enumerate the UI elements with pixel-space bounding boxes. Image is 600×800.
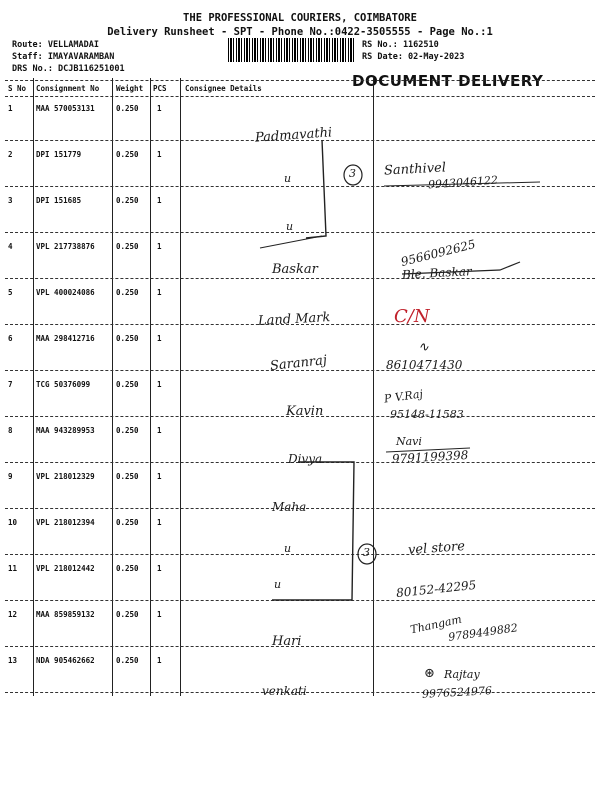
handwritten-phone: 9943046122 — [427, 173, 499, 192]
row-weight: 0.250 — [116, 656, 139, 665]
bracket-stroke — [272, 462, 354, 600]
row-pcs: 1 — [157, 564, 162, 573]
rs-number: RS No.: 1162510 — [362, 40, 439, 50]
row-sno: 2 — [8, 150, 13, 159]
handwritten-phone: 9566092625 — [399, 236, 477, 270]
col-weight: Weight — [116, 84, 144, 93]
row-pcs: 1 — [157, 380, 162, 389]
handwritten-name: Saranraj — [269, 353, 328, 374]
row-sno: 11 — [8, 564, 18, 573]
handwritten-phone: 8610471430 — [386, 358, 463, 372]
row-weight: 0.250 — [116, 288, 139, 297]
col-consignee: Consignee Details — [185, 84, 262, 93]
row-sno: 6 — [8, 334, 13, 343]
row-consignment: DPI 151779 — [36, 150, 82, 159]
circled-count: 3 — [363, 546, 370, 559]
signature-stroke — [402, 262, 520, 274]
row-consignment: MAA 570053131 — [36, 104, 95, 113]
row-consignment: TCG 50376099 — [36, 380, 91, 389]
row-pcs: 1 — [157, 610, 162, 619]
rs-date: RS Date: 02-May-2023 — [362, 52, 465, 62]
signature: P V.Raj — [383, 387, 424, 406]
handwritten-phone: 80152-42295 — [395, 577, 477, 601]
col-sno: S No — [8, 84, 27, 93]
row-weight: 0.250 — [116, 426, 139, 435]
row-consignment: VPL 218012442 — [36, 564, 95, 573]
circle-stroke — [344, 165, 362, 185]
handwritten-name: Padmavathi — [254, 125, 333, 146]
row-weight: 0.250 — [116, 104, 139, 113]
row-pcs: 1 — [157, 196, 162, 205]
handwritten-store: vel store — [407, 539, 466, 558]
staff-label: Staff: IMAYAVARAMBAN — [12, 52, 115, 62]
row-sno: 12 — [8, 610, 18, 619]
handwritten-name: venkati — [262, 684, 307, 698]
row-pcs: 1 — [157, 426, 162, 435]
handwritten-name: Baskar — [272, 262, 318, 277]
row-pcs: 1 — [157, 472, 162, 481]
row-weight: 0.250 — [116, 196, 139, 205]
signature: Rajtay — [444, 668, 480, 681]
handwritten-name: Kavin — [286, 404, 324, 419]
handwritten-phone: 95148-11583 — [390, 408, 464, 421]
handwritten-name: Maha — [272, 500, 307, 514]
row-pcs: 1 — [157, 288, 162, 297]
drs-number: DRS No.: DCJB116251001 — [12, 64, 125, 74]
handwritten-name: Divya — [288, 452, 323, 466]
underline-stroke — [386, 448, 470, 452]
bracket-stroke — [306, 140, 326, 238]
document-delivery-stamp: DOCUMENT DELIVERY — [352, 72, 544, 90]
handwritten-phone: 9791199398 — [391, 448, 469, 466]
ditto-mark: u — [286, 220, 294, 233]
circled-count: 3 — [349, 167, 356, 180]
row-sno: 10 — [8, 518, 18, 527]
circle-stroke — [358, 544, 376, 564]
row-sno: 4 — [8, 242, 13, 251]
signature-mark: ⊛ — [424, 666, 435, 681]
pen-stroke — [260, 236, 322, 248]
handwritten-phone: 9976524976 — [421, 684, 493, 701]
row-sno: 7 — [8, 380, 13, 389]
row-consignment: VPL 218012394 — [36, 518, 95, 527]
row-sno: 5 — [8, 288, 13, 297]
cn-mark: C/N — [394, 306, 430, 327]
row-weight: 0.250 — [116, 334, 139, 343]
route-label: Route: VELLAMADAI — [12, 40, 99, 50]
row-consignment: MAA 859859132 — [36, 610, 95, 619]
col-pcs: PCS — [153, 84, 167, 93]
signature: Ble. Baskar — [401, 264, 473, 282]
row-consignment: VPL 217738876 — [36, 242, 95, 251]
ditto-mark: u — [284, 542, 292, 555]
row-pcs: 1 — [157, 104, 162, 113]
signature: Thangam — [409, 612, 463, 637]
row-consignment: MAA 298412716 — [36, 334, 95, 343]
row-sno: 3 — [8, 196, 13, 205]
ditto-mark: u — [274, 578, 282, 591]
runsheet-subtitle: Delivery Runsheet - SPT - Phone No.:0422-3505555 - Page No.:1 — [107, 26, 493, 38]
handwritten-name: Land Mark — [257, 310, 331, 329]
handwritten-name: Hari — [272, 634, 302, 649]
row-weight: 0.250 — [116, 518, 139, 527]
row-consignment: DPI 151685 — [36, 196, 82, 205]
row-weight: 0.250 — [116, 150, 139, 159]
row-sno: 13 — [8, 656, 18, 665]
row-pcs: 1 — [157, 334, 162, 343]
handwritten-phone: 9789449882 — [447, 621, 519, 644]
row-weight: 0.250 — [116, 610, 139, 619]
row-weight: 0.250 — [116, 242, 139, 251]
row-sno: 9 — [8, 472, 13, 481]
row-weight: 0.250 — [116, 564, 139, 573]
row-weight: 0.250 — [116, 472, 139, 481]
row-pcs: 1 — [157, 656, 162, 665]
row-pcs: 1 — [157, 242, 162, 251]
row-weight: 0.250 — [116, 380, 139, 389]
row-pcs: 1 — [157, 150, 162, 159]
row-consignment: VPL 400024086 — [36, 288, 95, 297]
row-sno: 8 — [8, 426, 13, 435]
signature: Navi — [396, 435, 422, 448]
col-consignment: Consignment No — [36, 84, 100, 93]
row-consignment: MAA 943289953 — [36, 426, 95, 435]
company-title: THE PROFESSIONAL COURIERS, COIMBATORE — [183, 12, 417, 24]
signature: Santhivel — [383, 160, 447, 179]
row-consignment: VPL 218012329 — [36, 472, 95, 481]
row-pcs: 1 — [157, 518, 162, 527]
row-consignment: NDA 905462662 — [36, 656, 95, 665]
ditto-mark: u — [284, 172, 292, 185]
signature: ∿ — [418, 340, 429, 355]
row-sno: 1 — [8, 104, 13, 113]
underline-stroke — [384, 182, 540, 186]
